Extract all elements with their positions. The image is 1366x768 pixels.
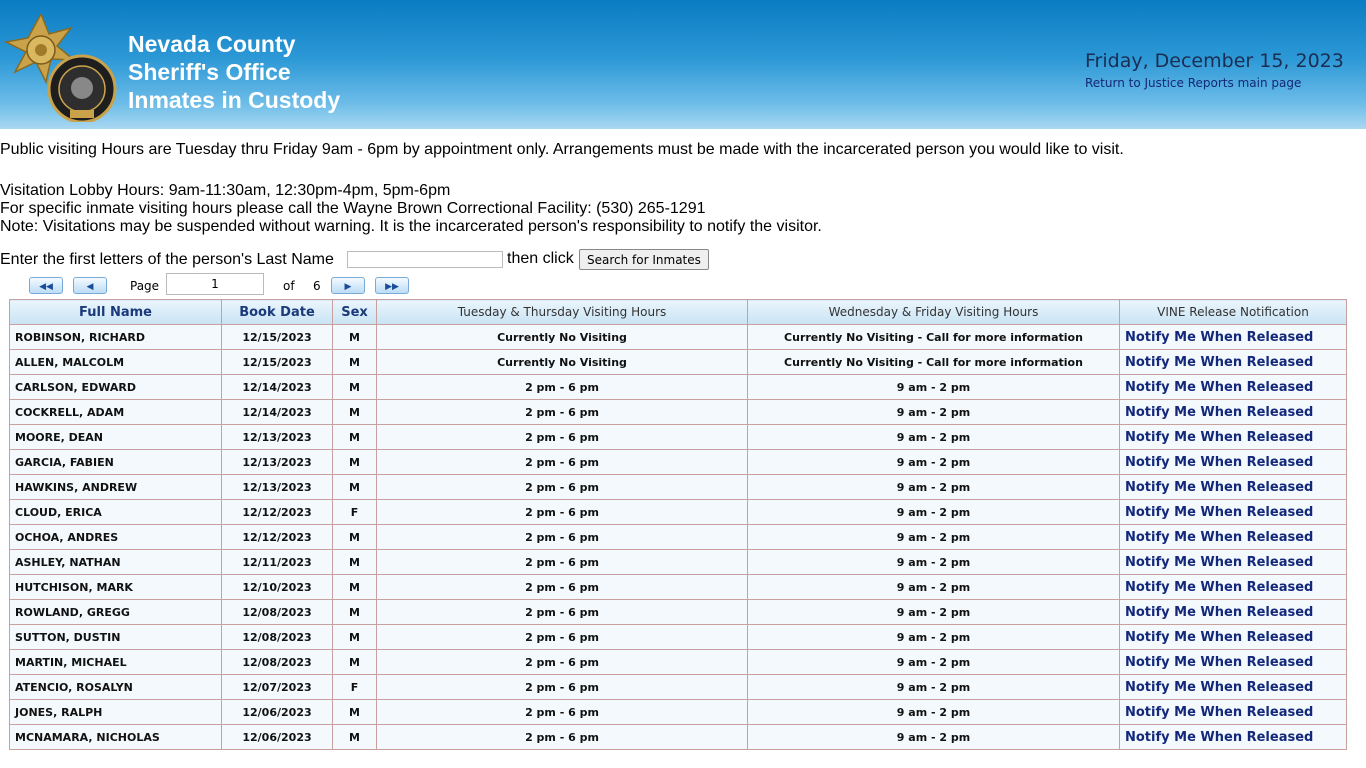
lobby-hours-notice: Visitation Lobby Hours: 9am-11:30am, 12:30pm-4pm, 5pm-6pm bbox=[0, 182, 451, 199]
cell-sex: M bbox=[333, 375, 377, 400]
cell-book-date: 12/08/2023 bbox=[222, 600, 333, 625]
search-for-inmates-button[interactable]: Search for Inmates bbox=[579, 249, 709, 270]
page-label: Page bbox=[130, 279, 160, 293]
cell-wed-fri-hours: 9 am - 2 pm bbox=[748, 375, 1120, 400]
cell-sex: M bbox=[333, 350, 377, 375]
table-row bbox=[10, 525, 1347, 550]
cell-full-name: HUTCHISON, MARK bbox=[10, 575, 222, 600]
cell-tue-thu-hours: 2 pm - 6 pm bbox=[377, 625, 748, 650]
cell-book-date: 12/13/2023 bbox=[222, 425, 333, 450]
cell-vine bbox=[1120, 400, 1347, 425]
cell-wed-fri-hours: 9 am - 2 pm bbox=[748, 400, 1120, 425]
cell-sex: M bbox=[333, 700, 377, 725]
first-page-button[interactable] bbox=[29, 277, 63, 294]
cell-vine bbox=[1120, 700, 1347, 725]
specific-hours-notice: For specific inmate visiting hours please call the Wayne Brown Correctional Facility: (530) 265-1291 bbox=[0, 200, 706, 217]
last-name-search-input[interactable] bbox=[347, 251, 503, 268]
cell-full-name: MOORE, DEAN bbox=[10, 425, 222, 450]
table-row bbox=[10, 625, 1347, 650]
double-chevron-left-icon: ◀◀ bbox=[39, 281, 53, 291]
notify-me-when-released-link[interactable]: Notify Me When Released bbox=[1125, 604, 1314, 620]
cell-book-date: 12/14/2023 bbox=[222, 375, 333, 400]
cell-full-name: ROWLAND, GREGG bbox=[10, 600, 222, 625]
column-header-tue-thu-hours: Tuesday & Thursday Visiting Hours bbox=[377, 300, 748, 325]
table-row bbox=[10, 350, 1347, 375]
table-row bbox=[10, 500, 1347, 525]
table-row bbox=[10, 375, 1347, 400]
table-header-row bbox=[10, 300, 1347, 325]
cell-sex: M bbox=[333, 625, 377, 650]
header-banner bbox=[0, 0, 1366, 129]
column-header-sex[interactable]: Sex bbox=[333, 300, 377, 325]
cell-vine bbox=[1120, 725, 1347, 750]
cell-tue-thu-hours: 2 pm - 6 pm bbox=[377, 550, 748, 575]
cell-wed-fri-hours: 9 am - 2 pm bbox=[748, 575, 1120, 600]
cell-wed-fri-hours: 9 am - 2 pm bbox=[748, 675, 1120, 700]
cell-book-date: 12/15/2023 bbox=[222, 325, 333, 350]
cell-book-date: 12/12/2023 bbox=[222, 525, 333, 550]
cell-wed-fri-hours: 9 am - 2 pm bbox=[748, 600, 1120, 625]
search-prompt: Enter the first letters of the person's Last Name bbox=[0, 251, 334, 268]
cell-tue-thu-hours: Currently No Visiting bbox=[377, 350, 748, 375]
cell-sex: M bbox=[333, 475, 377, 500]
cell-full-name: ROBINSON, RICHARD bbox=[10, 325, 222, 350]
cell-full-name: COCKRELL, ADAM bbox=[10, 400, 222, 425]
cell-tue-thu-hours: 2 pm - 6 pm bbox=[377, 700, 748, 725]
cell-tue-thu-hours: 2 pm - 6 pm bbox=[377, 575, 748, 600]
page-number-input[interactable] bbox=[166, 273, 264, 295]
current-date: Friday, December 15, 2023 bbox=[1085, 50, 1344, 72]
notify-me-when-released-link[interactable]: Notify Me When Released bbox=[1125, 529, 1314, 545]
notify-me-when-released-link[interactable]: Notify Me When Released bbox=[1125, 704, 1314, 720]
cell-sex: M bbox=[333, 450, 377, 475]
cell-book-date: 12/15/2023 bbox=[222, 350, 333, 375]
cell-vine bbox=[1120, 525, 1347, 550]
last-page-button[interactable] bbox=[375, 277, 409, 294]
cell-wed-fri-hours: 9 am - 2 pm bbox=[748, 525, 1120, 550]
notify-me-when-released-link[interactable]: Notify Me When Released bbox=[1125, 579, 1314, 595]
cell-wed-fri-hours: 9 am - 2 pm bbox=[748, 725, 1120, 750]
cell-vine bbox=[1120, 575, 1347, 600]
cell-full-name: CARLSON, EDWARD bbox=[10, 375, 222, 400]
next-page-button[interactable] bbox=[331, 277, 365, 294]
cell-sex: M bbox=[333, 400, 377, 425]
notify-me-when-released-link[interactable]: Notify Me When Released bbox=[1125, 504, 1314, 520]
notify-me-when-released-link[interactable]: Notify Me When Released bbox=[1125, 379, 1314, 395]
cell-full-name: SUTTON, DUSTIN bbox=[10, 625, 222, 650]
notify-me-when-released-link[interactable]: Notify Me When Released bbox=[1125, 354, 1314, 370]
cell-vine bbox=[1120, 600, 1347, 625]
column-header-wed-fri-hours: Wednesday & Friday Visiting Hours bbox=[748, 300, 1120, 325]
cell-book-date: 12/08/2023 bbox=[222, 650, 333, 675]
cell-vine bbox=[1120, 325, 1347, 350]
cell-book-date: 12/12/2023 bbox=[222, 500, 333, 525]
return-to-justice-reports-link[interactable]: Return to Justice Reports main page bbox=[1085, 76, 1302, 90]
table-row bbox=[10, 575, 1347, 600]
cell-vine bbox=[1120, 450, 1347, 475]
cell-tue-thu-hours: 2 pm - 6 pm bbox=[377, 450, 748, 475]
cell-wed-fri-hours: 9 am - 2 pm bbox=[748, 425, 1120, 450]
cell-wed-fri-hours: 9 am - 2 pm bbox=[748, 500, 1120, 525]
cell-book-date: 12/10/2023 bbox=[222, 575, 333, 600]
table-row bbox=[10, 700, 1347, 725]
cell-book-date: 12/08/2023 bbox=[222, 625, 333, 650]
cell-tue-thu-hours: 2 pm - 6 pm bbox=[377, 425, 748, 450]
cell-full-name: OCHOA, ANDRES bbox=[10, 525, 222, 550]
cell-wed-fri-hours: Currently No Visiting - Call for more information bbox=[748, 350, 1120, 375]
cell-wed-fri-hours: 9 am - 2 pm bbox=[748, 650, 1120, 675]
notify-me-when-released-link[interactable]: Notify Me When Released bbox=[1125, 729, 1314, 745]
chevron-right-icon: ▶ bbox=[344, 281, 352, 291]
cell-book-date: 12/07/2023 bbox=[222, 675, 333, 700]
cell-wed-fri-hours: 9 am - 2 pm bbox=[748, 450, 1120, 475]
cell-full-name: CLOUD, ERICA bbox=[10, 500, 222, 525]
notify-me-when-released-link[interactable]: Notify Me When Released bbox=[1125, 454, 1314, 470]
table-row bbox=[10, 675, 1347, 700]
cell-sex: M bbox=[333, 600, 377, 625]
sheriff-badge-logos bbox=[4, 14, 122, 122]
visiting-hours-notice: Public visiting Hours are Tuesday thru Friday 9am - 6pm by appointment only. Arrangements must be made with the incarcerated person you would like to visit. bbox=[0, 141, 1124, 158]
cell-wed-fri-hours: 9 am - 2 pm bbox=[748, 475, 1120, 500]
cell-book-date: 12/13/2023 bbox=[222, 475, 333, 500]
cell-book-date: 12/13/2023 bbox=[222, 450, 333, 475]
column-header-full-name[interactable]: Full Name bbox=[10, 300, 222, 325]
cell-vine bbox=[1120, 500, 1347, 525]
page-title bbox=[128, 30, 340, 114]
title-line-custody: Inmates in Custody bbox=[128, 87, 341, 113]
table-row bbox=[10, 475, 1347, 500]
cell-tue-thu-hours: 2 pm - 6 pm bbox=[377, 375, 748, 400]
notify-me-when-released-link[interactable]: Notify Me When Released bbox=[1125, 654, 1314, 670]
table-row bbox=[10, 450, 1347, 475]
cell-wed-fri-hours: 9 am - 2 pm bbox=[748, 550, 1120, 575]
cell-full-name: ATENCIO, ROSALYN bbox=[10, 675, 222, 700]
total-pages: 6 bbox=[313, 279, 321, 293]
cell-sex: M bbox=[333, 425, 377, 450]
cell-book-date: 12/06/2023 bbox=[222, 700, 333, 725]
cell-tue-thu-hours: 2 pm - 6 pm bbox=[377, 400, 748, 425]
cell-sex: M bbox=[333, 325, 377, 350]
cell-tue-thu-hours: 2 pm - 6 pm bbox=[377, 500, 748, 525]
cell-tue-thu-hours: 2 pm - 6 pm bbox=[377, 525, 748, 550]
suspension-note: Note: Visitations may be suspended without warning. It is the incarcerated person's responsibility to notify the visitor. bbox=[0, 218, 822, 235]
column-header-book-date[interactable]: Book Date bbox=[222, 300, 333, 325]
table-row bbox=[10, 400, 1347, 425]
cell-full-name: MARTIN, MICHAEL bbox=[10, 650, 222, 675]
cell-tue-thu-hours: Currently No Visiting bbox=[377, 325, 748, 350]
of-label: of bbox=[283, 279, 295, 293]
notify-me-when-released-link[interactable]: Notify Me When Released bbox=[1125, 404, 1314, 420]
notify-me-when-released-link[interactable]: Notify Me When Released bbox=[1125, 679, 1314, 695]
table-row bbox=[10, 600, 1347, 625]
notify-me-when-released-link[interactable]: Notify Me When Released bbox=[1125, 479, 1314, 495]
cell-book-date: 12/11/2023 bbox=[222, 550, 333, 575]
double-chevron-right-icon: ▶▶ bbox=[385, 281, 399, 291]
table-row bbox=[10, 650, 1347, 675]
cell-tue-thu-hours: 2 pm - 6 pm bbox=[377, 675, 748, 700]
cell-vine bbox=[1120, 625, 1347, 650]
table-row bbox=[10, 425, 1347, 450]
cell-wed-fri-hours: 9 am - 2 pm bbox=[748, 700, 1120, 725]
cell-sex: M bbox=[333, 725, 377, 750]
cell-full-name: HAWKINS, ANDREW bbox=[10, 475, 222, 500]
cell-vine bbox=[1120, 675, 1347, 700]
cell-full-name: JONES, RALPH bbox=[10, 700, 222, 725]
cell-vine bbox=[1120, 475, 1347, 500]
cell-sex: F bbox=[333, 675, 377, 700]
cell-wed-fri-hours: Currently No Visiting - Call for more information bbox=[748, 325, 1120, 350]
cell-sex: F bbox=[333, 500, 377, 525]
cell-sex: M bbox=[333, 650, 377, 675]
previous-page-button[interactable] bbox=[73, 277, 107, 294]
cell-vine bbox=[1120, 550, 1347, 575]
column-header-vine-notification: VINE Release Notification bbox=[1120, 300, 1347, 325]
cell-wed-fri-hours: 9 am - 2 pm bbox=[748, 625, 1120, 650]
title-line-office: Sheriff's Office bbox=[128, 59, 291, 85]
cell-sex: M bbox=[333, 525, 377, 550]
title-line-county: Nevada County bbox=[128, 31, 296, 57]
table-row bbox=[10, 550, 1347, 575]
then-click-label: then click bbox=[507, 250, 574, 267]
notify-me-when-released-link[interactable]: Notify Me When Released bbox=[1125, 429, 1314, 445]
cell-sex: M bbox=[333, 575, 377, 600]
notify-me-when-released-link[interactable]: Notify Me When Released bbox=[1125, 554, 1314, 570]
cell-book-date: 12/06/2023 bbox=[222, 725, 333, 750]
table-row bbox=[10, 325, 1347, 350]
county-seal-icon bbox=[49, 56, 115, 122]
notify-me-when-released-link[interactable]: Notify Me When Released bbox=[1125, 329, 1314, 345]
cell-sex: M bbox=[333, 550, 377, 575]
cell-vine bbox=[1120, 375, 1347, 400]
cell-vine bbox=[1120, 650, 1347, 675]
cell-tue-thu-hours: 2 pm - 6 pm bbox=[377, 600, 748, 625]
cell-vine bbox=[1120, 425, 1347, 450]
cell-full-name: GARCIA, FABIEN bbox=[10, 450, 222, 475]
cell-book-date: 12/14/2023 bbox=[222, 400, 333, 425]
inmates-table bbox=[9, 299, 1347, 750]
cell-full-name: ASHLEY, NATHAN bbox=[10, 550, 222, 575]
cell-full-name: ALLEN, MALCOLM bbox=[10, 350, 222, 375]
cell-vine bbox=[1120, 350, 1347, 375]
chevron-left-icon: ◀ bbox=[86, 281, 94, 291]
table-row bbox=[10, 725, 1347, 750]
notify-me-when-released-link[interactable]: Notify Me When Released bbox=[1125, 629, 1314, 645]
cell-tue-thu-hours: 2 pm - 6 pm bbox=[377, 650, 748, 675]
cell-full-name: MCNAMARA, NICHOLAS bbox=[10, 725, 222, 750]
cell-tue-thu-hours: 2 pm - 6 pm bbox=[377, 725, 748, 750]
cell-tue-thu-hours: 2 pm - 6 pm bbox=[377, 475, 748, 500]
